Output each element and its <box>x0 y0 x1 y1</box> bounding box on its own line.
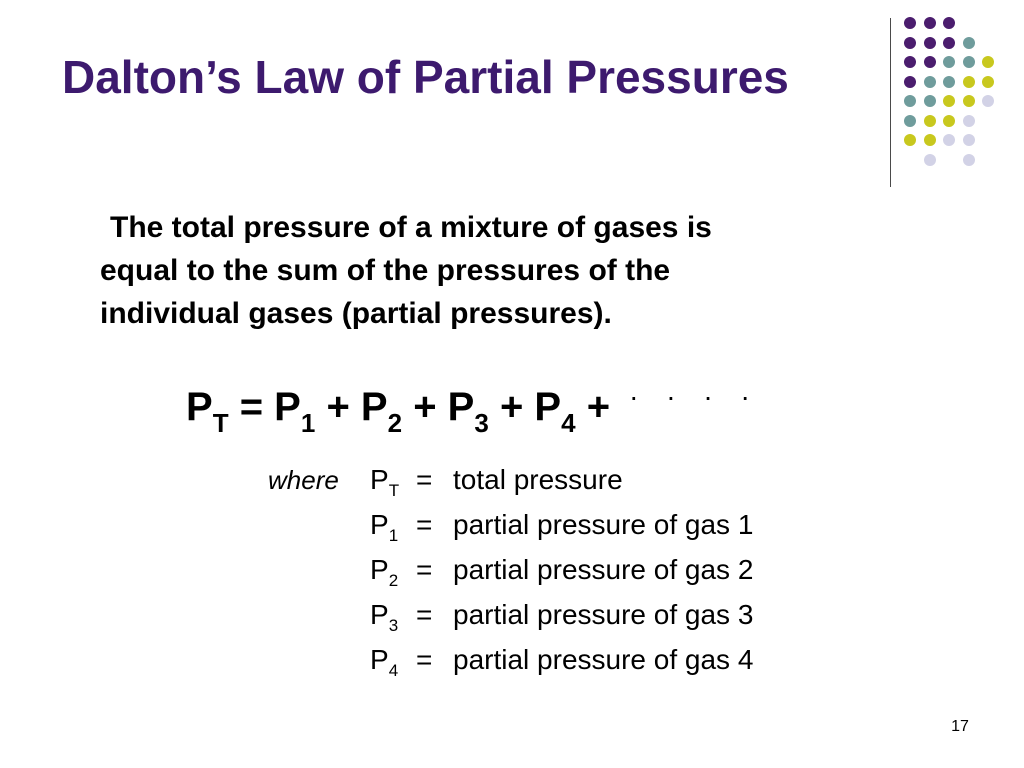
legend-symbol <box>370 505 398 549</box>
decorative-dot <box>904 37 916 49</box>
legend-equals: = <box>416 509 433 540</box>
slide-title: Dalton’s Law of Partial Pressures <box>62 51 789 103</box>
decorative-dot <box>943 95 955 107</box>
slide-page-number: 17 <box>951 718 969 735</box>
decorative-dot-grid <box>902 10 1012 170</box>
legend-symbol-letter: P <box>370 599 389 630</box>
legend-equals: = <box>416 644 433 675</box>
decorative-dot <box>904 95 916 107</box>
formula-equals: = <box>228 385 275 429</box>
formula-term-4-symbol: P <box>534 385 562 429</box>
statement-line-3: individual gases (partial pressures). <box>100 297 612 330</box>
decorative-dot <box>943 134 955 146</box>
decorative-dot <box>924 134 936 146</box>
legend-symbol <box>370 595 398 639</box>
decorative-dot <box>904 56 916 68</box>
formula-plus-3: + <box>488 385 535 429</box>
statement-line-1: The total pressure of a mixture of gases is <box>110 211 712 244</box>
decorative-dot <box>963 134 975 146</box>
legend-definition: total pressure <box>453 464 623 495</box>
legend-symbol-letter: P <box>370 509 389 540</box>
legend-symbol-subscript: 1 <box>388 526 399 545</box>
decorative-dot <box>904 115 916 127</box>
formula-plus-1: + <box>315 385 361 429</box>
decorative-dot <box>982 76 994 88</box>
decorative-dot <box>943 115 955 127</box>
decorative-dot <box>943 76 955 88</box>
legend-symbol-subscript: T <box>388 481 400 500</box>
formula-term-2-subscript: 2 <box>387 408 403 438</box>
decorative-dot <box>982 56 994 68</box>
formula-plus-4: + <box>575 385 622 429</box>
legend-equals: = <box>416 464 433 495</box>
law-statement <box>100 206 930 335</box>
legend-symbol <box>370 640 398 684</box>
legend-definition: partial pressure of gas 3 <box>453 599 754 630</box>
legend-symbol <box>370 460 399 504</box>
formula-total-subscript: T <box>212 408 229 438</box>
legend-definition: partial pressure of gas 2 <box>453 554 754 585</box>
decorative-dot <box>963 56 975 68</box>
formula-total-symbol: P <box>186 385 213 429</box>
legend-symbol-subscript: 2 <box>388 571 399 590</box>
decorative-dot <box>904 17 916 29</box>
decorative-dot <box>943 37 955 49</box>
dalton-formula <box>186 381 760 438</box>
decorative-dot <box>943 17 955 29</box>
formula-term-4-subscript: 4 <box>561 408 576 438</box>
decorative-dot <box>963 37 975 49</box>
legend-symbol-letter: P <box>370 464 389 495</box>
decorative-dot <box>963 76 975 88</box>
formula-continuation-dots: · · · · <box>629 381 760 412</box>
legend-equals: = <box>416 599 433 630</box>
decorative-dot <box>924 154 936 166</box>
formula-term-3-subscript: 3 <box>474 408 489 438</box>
decorative-dot <box>924 17 936 29</box>
legend-symbol-subscript: 4 <box>388 661 399 680</box>
formula-term-1-symbol: P <box>274 385 301 429</box>
decorative-dot <box>963 115 975 127</box>
decorative-dot <box>924 37 936 49</box>
decorative-dot <box>924 95 936 107</box>
legend-symbol <box>370 550 398 594</box>
decorative-dot <box>904 134 916 146</box>
legend-where-label: where <box>268 465 339 495</box>
legend-symbol-letter: P <box>370 644 389 675</box>
statement-line-2: equal to the sum of the pressures of the <box>100 254 671 287</box>
decorative-dot <box>982 95 994 107</box>
decorative-dot <box>963 154 975 166</box>
formula-plus-2: + <box>402 385 448 429</box>
legend-definition: partial pressure of gas 1 <box>453 509 754 540</box>
formula-term-1-subscript: 1 <box>300 408 316 438</box>
legend-equals: = <box>416 554 433 585</box>
formula-term-2-symbol: P <box>360 385 388 429</box>
legend-symbol-letter: P <box>370 554 389 585</box>
vertical-divider <box>890 18 891 187</box>
decorative-dot <box>924 76 936 88</box>
decorative-dot <box>943 56 955 68</box>
decorative-dot <box>963 95 975 107</box>
legend-definition: partial pressure of gas 4 <box>453 644 754 675</box>
formula-term-3-symbol: P <box>447 385 475 429</box>
decorative-dot <box>924 56 936 68</box>
legend-symbol-subscript: 3 <box>388 616 399 635</box>
decorative-dot <box>924 115 936 127</box>
decorative-dot <box>904 76 916 88</box>
